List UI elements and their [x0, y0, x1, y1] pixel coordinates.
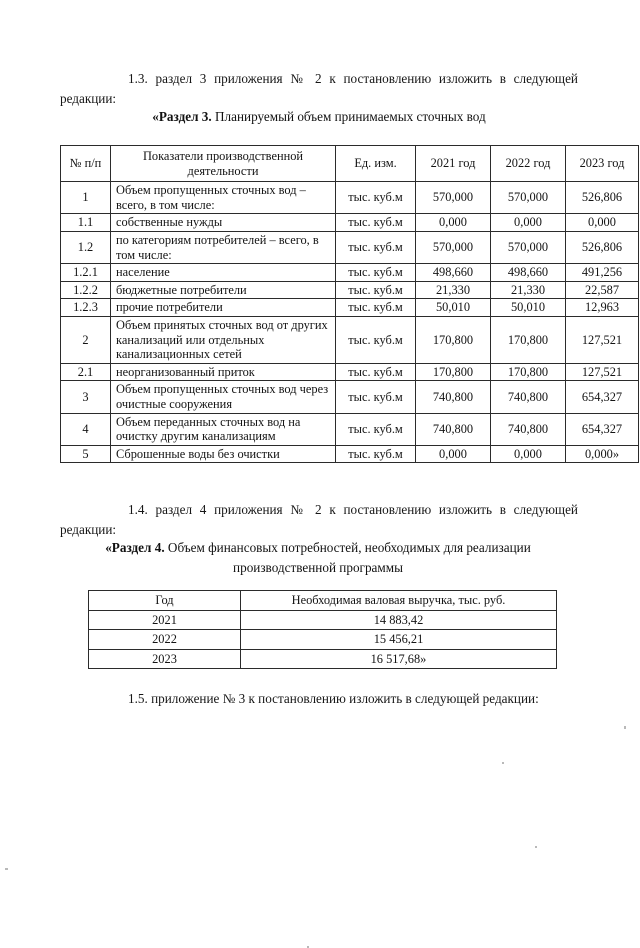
- table-row: [61, 413, 639, 445]
- section-4-heading: [98, 538, 538, 577]
- cell-indicator: по категориям потребителей – всего, в том числе:: [111, 231, 336, 263]
- header-year-2021: 2021 год: [416, 146, 491, 182]
- cell-year: 2023: [89, 649, 241, 669]
- scan-speck: [5, 868, 8, 870]
- cell-2021: 498,660: [416, 264, 491, 282]
- cell-amount: 16 517,68»: [241, 649, 557, 669]
- cell-2021: 170,800: [416, 316, 491, 363]
- table-planned-volume: [60, 145, 639, 463]
- cell-2021: 740,800: [416, 413, 491, 445]
- cell-num: 1.2: [61, 231, 111, 263]
- header-year: Год: [89, 591, 241, 611]
- cell-num: 2.1: [61, 363, 111, 381]
- cell-2022: 740,800: [491, 381, 566, 413]
- cell-indicator: бюджетные потребители: [111, 281, 336, 299]
- cell-indicator: население: [111, 264, 336, 282]
- paragraph-1-5: 1.5. приложение № 3 к постановлению изложить в следующей редакции:: [128, 691, 539, 707]
- cell-indicator: Объем пропущенных сточных вод через очистные сооружения: [111, 381, 336, 413]
- cell-2021: 50,010: [416, 299, 491, 317]
- cell-2022: 21,330: [491, 281, 566, 299]
- cell-unit: тыс. куб.м: [336, 445, 416, 463]
- cell-2023: 491,256: [566, 264, 639, 282]
- cell-indicator: Сброшенные воды без очистки: [111, 445, 336, 463]
- section-4-heading-text: Объем финансовых потребностей, необходимых для реализации производственной программы: [164, 540, 531, 575]
- cell-2021: 570,000: [416, 182, 491, 214]
- table-row: [61, 363, 639, 381]
- cell-2022: 0,000: [491, 445, 566, 463]
- table-header-row: [89, 591, 557, 611]
- cell-2023: 526,806: [566, 231, 639, 263]
- header-year-2023: 2023 год: [566, 146, 639, 182]
- cell-2022: 570,000: [491, 182, 566, 214]
- header-unit: Ед. изм.: [336, 146, 416, 182]
- table-row: [61, 299, 639, 317]
- scan-speck: [502, 762, 504, 764]
- cell-unit: тыс. куб.м: [336, 214, 416, 232]
- section-3-heading: [60, 107, 578, 127]
- table-row: [61, 281, 639, 299]
- table-row: [89, 630, 557, 650]
- cell-unit: тыс. куб.м: [336, 299, 416, 317]
- cell-num: 1.1: [61, 214, 111, 232]
- cell-2022: 740,800: [491, 413, 566, 445]
- cell-unit: тыс. куб.м: [336, 363, 416, 381]
- cell-indicator: Объем переданных сточных вод на очистку другим канализациям: [111, 413, 336, 445]
- cell-2021: 0,000: [416, 445, 491, 463]
- cell-2023: 127,521: [566, 316, 639, 363]
- cell-unit: тыс. куб.м: [336, 413, 416, 445]
- cell-2023: 127,521: [566, 363, 639, 381]
- table-row: [61, 214, 639, 232]
- header-amount: Необходимая валовая выручка, тыс. руб.: [241, 591, 557, 611]
- cell-num: 4: [61, 413, 111, 445]
- cell-2021: 21,330: [416, 281, 491, 299]
- cell-unit: тыс. куб.м: [336, 316, 416, 363]
- cell-2022: 50,010: [491, 299, 566, 317]
- cell-num: 1: [61, 182, 111, 214]
- cell-num: 1.2.1: [61, 264, 111, 282]
- paragraph-1-4: 1.4. раздел 4 приложения № 2 к постановлению изложить в следующей редакции:: [60, 502, 578, 537]
- table-row: [61, 264, 639, 282]
- cell-num: 3: [61, 381, 111, 413]
- cell-2021: 740,800: [416, 381, 491, 413]
- cell-unit: тыс. куб.м: [336, 381, 416, 413]
- cell-num: 2: [61, 316, 111, 363]
- cell-indicator: Объем принятых сточных вод от других канализаций или отдельных канализационных сетей: [111, 316, 336, 363]
- cell-unit: тыс. куб.м: [336, 231, 416, 263]
- cell-unit: тыс. куб.м: [336, 264, 416, 282]
- header-year-2022: 2022 год: [491, 146, 566, 182]
- cell-2023: 12,963: [566, 299, 639, 317]
- cell-2022: 0,000: [491, 214, 566, 232]
- table-row: [61, 316, 639, 363]
- cell-year: 2021: [89, 610, 241, 630]
- cell-2022: 570,000: [491, 231, 566, 263]
- cell-2023: 0,000: [566, 214, 639, 232]
- scan-speck: [624, 726, 626, 729]
- cell-num: 5: [61, 445, 111, 463]
- header-indicator: Показатели производственной деятельности: [111, 146, 336, 182]
- cell-amount: 14 883,42: [241, 610, 557, 630]
- table-row: [89, 649, 557, 669]
- cell-num: 1.2.3: [61, 299, 111, 317]
- header-num: № п/п: [61, 146, 111, 182]
- table-row: [61, 445, 639, 463]
- cell-indicator: Объем пропущенных сточных вод – всего, в том числе:: [111, 182, 336, 214]
- cell-unit: тыс. куб.м: [336, 182, 416, 214]
- cell-2023: 22,587: [566, 281, 639, 299]
- cell-unit: тыс. куб.м: [336, 281, 416, 299]
- cell-2023: 654,327: [566, 381, 639, 413]
- cell-2023: 654,327: [566, 413, 639, 445]
- section-3-heading-label: «Раздел 3.: [152, 109, 212, 124]
- cell-2022: 498,660: [491, 264, 566, 282]
- cell-indicator: неорганизованный приток: [111, 363, 336, 381]
- table-financial-needs: [88, 590, 557, 669]
- cell-num: 1.2.2: [61, 281, 111, 299]
- cell-2023: 0,000»: [566, 445, 639, 463]
- section-4-heading-label: «Раздел 4.: [105, 540, 165, 555]
- table-row: [61, 182, 639, 214]
- table-header-row: [61, 146, 639, 182]
- cell-indicator: собственные нужды: [111, 214, 336, 232]
- cell-2021: 0,000: [416, 214, 491, 232]
- cell-indicator: прочие потребители: [111, 299, 336, 317]
- cell-amount: 15 456,21: [241, 630, 557, 650]
- section-3-heading-text: Планируемый объем принимаемых сточных вод: [211, 109, 486, 124]
- cell-2022: 170,800: [491, 363, 566, 381]
- table-row: [61, 381, 639, 413]
- table-row: [61, 231, 639, 263]
- cell-2021: 570,000: [416, 231, 491, 263]
- cell-2021: 170,800: [416, 363, 491, 381]
- cell-2022: 170,800: [491, 316, 566, 363]
- scan-speck: [535, 846, 537, 848]
- cell-year: 2022: [89, 630, 241, 650]
- table-row: [89, 610, 557, 630]
- cell-2023: 526,806: [566, 182, 639, 214]
- paragraph-1-3: 1.3. раздел 3 приложения № 2 к постановлению изложить в следующей редакции:: [60, 71, 578, 106]
